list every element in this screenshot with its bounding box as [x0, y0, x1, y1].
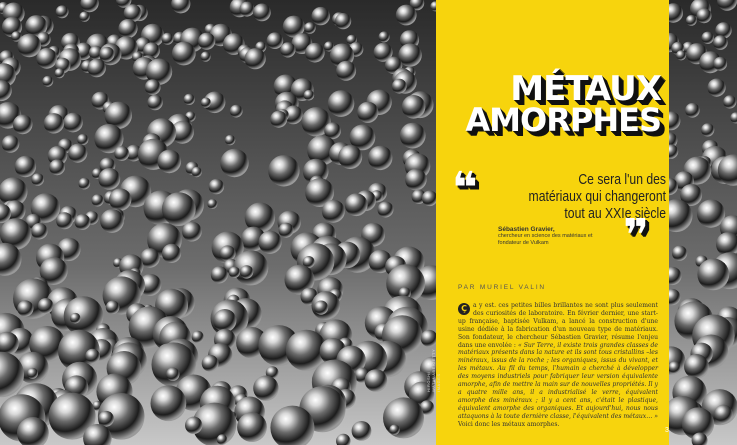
metal-sphere [201, 98, 211, 108]
metal-sphere [162, 33, 174, 45]
metal-sphere [229, 267, 240, 278]
body-paragraph-3: Voici donc les métaux amorphes. [458, 420, 560, 428]
metal-sphere [685, 103, 700, 118]
metal-sphere [98, 168, 120, 190]
metal-sphere [713, 35, 728, 50]
metal-sphere [253, 4, 271, 22]
quote-author [498, 226, 598, 247]
metal-sphere [38, 298, 54, 314]
metal-sphere [357, 102, 378, 123]
metal-sphere [31, 223, 47, 239]
metal-sphere [279, 223, 294, 238]
metal-sphere [338, 145, 362, 169]
metal-sphere [147, 95, 162, 110]
metal-sphere [708, 79, 726, 97]
metal-sphere [15, 156, 36, 177]
metal-sphere [162, 192, 196, 226]
title-line-2: AMORPHES [465, 101, 661, 139]
metal-sphere [182, 222, 202, 242]
metal-sphere [2, 135, 20, 153]
metal-sphere [56, 212, 73, 229]
metal-sphere [240, 265, 253, 278]
metal-sphere [701, 123, 714, 136]
metal-sphere [88, 59, 106, 77]
metal-sphere [162, 244, 181, 263]
metal-sphere [172, 42, 196, 66]
metal-sphere [304, 22, 316, 34]
metal-sphere [100, 47, 115, 62]
metal-sphere [98, 411, 114, 427]
metal-sphere [118, 19, 137, 38]
metal-sphere [44, 113, 64, 133]
metal-sphere [723, 95, 736, 108]
metal-sphere [209, 179, 224, 194]
metal-sphere [676, 50, 686, 60]
metal-sphere [211, 266, 228, 283]
metal-sphere [114, 146, 129, 161]
metal-sphere [336, 61, 356, 81]
metal-sphere [253, 376, 278, 401]
metal-sphere [304, 90, 315, 101]
metal-sphere [686, 15, 697, 26]
metal-sphere [365, 369, 388, 392]
metal-sphere [280, 42, 295, 57]
metal-sphere [220, 149, 248, 177]
metal-sphere [31, 173, 44, 186]
metal-sphere [328, 90, 355, 117]
metal-sphere [192, 167, 202, 177]
metal-sphere [684, 354, 709, 379]
metal-sphere [77, 134, 88, 145]
body-paragraph-2: « Sur Terre, il existe trois grandes classes de matériaux présents dans la nature et ils sont tous cristallins –les minéraux, issus de la roche ; les organiques, issus du vivant, et les métaux. Au fil du temps, l'humain a cherché à développer des moyens industriels pour fabriquer leur version équivalente amorphe, afin de mettre la main sur de nouvelles propriétés. Il y a quatre mille ans, il a industrialisé le verre, équivalent amorphe des minéraux ; il y a cent ans, c'était le plastique, équivalent amorphe des organiques. Et aujourd'hui, nous nous attaquons à la toute dernière classe, l'équivalent des métaux… » [458, 341, 659, 420]
metal-sphere [92, 194, 104, 206]
author-name: Sébastien Gravier, [498, 226, 555, 233]
metal-sphere [392, 79, 407, 94]
metal-sphere [405, 169, 427, 191]
byline: PAR MURIEL VALIN [458, 284, 546, 291]
metal-sphere [151, 385, 187, 421]
metal-sphere [213, 309, 236, 332]
metal-sphere [345, 193, 368, 216]
metal-sphere [207, 199, 217, 209]
metal-sphere [36, 48, 57, 69]
metal-sphere [396, 5, 417, 26]
metal-sphere [166, 368, 179, 381]
metal-sphere [314, 301, 328, 315]
metal-sphere [697, 8, 712, 23]
metal-sphere [202, 355, 219, 372]
metal-sphere [697, 259, 729, 291]
yellow-text-panel [436, 0, 669, 445]
quote-close-icon: ❞ [623, 210, 649, 261]
metal-sphere [402, 95, 426, 119]
metal-sphere [198, 33, 215, 50]
metal-sphere [714, 405, 733, 424]
metal-sphere [42, 76, 53, 87]
metal-sphere [268, 155, 299, 186]
metal-sphere [192, 331, 204, 343]
metal-sphere [379, 31, 390, 42]
metal-sphere [368, 146, 392, 170]
metal-sphere [259, 231, 282, 254]
metal-sphere [713, 57, 727, 71]
metal-sphere [79, 178, 91, 190]
lead-quote: Ce sera l'un des matériaux qui changeront tout au XXIe siècle [528, 172, 666, 222]
title-line-1: MÉTAUX [510, 69, 661, 109]
metal-sphere [106, 301, 120, 315]
metal-sphere [17, 300, 33, 316]
metal-sphere [389, 425, 399, 435]
metal-sphere [201, 52, 211, 62]
metal-sphere [185, 417, 202, 434]
photo-credit: HIROSHI WATANABE/GETTY IMAGES [426, 348, 441, 392]
metal-sphere [270, 111, 287, 128]
author-role: chercheur en science des matériaux et fondateur de Vulkam [498, 233, 593, 246]
metal-sphere [322, 200, 345, 223]
metal-sphere [217, 434, 228, 445]
metal-sphere [230, 105, 243, 118]
metal-sphere [335, 13, 351, 29]
metal-sphere [220, 245, 236, 261]
metal-sphere [400, 123, 426, 149]
metal-sphere [383, 397, 424, 438]
metal-sphere [68, 144, 87, 163]
metal-sphere [184, 94, 195, 105]
metal-sphere [702, 32, 714, 44]
metal-sphere [13, 115, 33, 135]
metal-sphere [85, 349, 100, 364]
metal-sphere [145, 79, 161, 95]
metal-sphere [237, 412, 267, 442]
metal-sphere [312, 7, 330, 25]
metal-sphere [158, 150, 182, 174]
article-body [458, 302, 658, 429]
page-number: 3 [665, 427, 669, 434]
metal-sphere [245, 48, 266, 69]
metal-sphere [63, 113, 83, 133]
quote-open-icon: ❝ [452, 163, 478, 214]
metal-sphere [49, 159, 65, 175]
metal-sphere [56, 5, 69, 18]
metal-sphere [225, 135, 235, 145]
metal-sphere [668, 361, 680, 373]
metal-sphere [100, 209, 124, 233]
metal-sphere [378, 202, 394, 218]
dropcap: Ç [458, 303, 470, 315]
metal-sphere [267, 32, 284, 49]
body-paragraph-1: a y est. ces petites billes brillantes ne sont plus seulement des curiosités de laboratoire. En février dernier, une start-up française, baptisée Vulkam, a lancé la construction d'une usine dédiée à la fabrication d'un nouveau type de matériaux. Son fondateur, le chercheur Sébastien Gravier, résume l'enjeu dans une envolée : [458, 302, 658, 349]
metal-sphere [672, 246, 687, 261]
metal-sphere [70, 313, 81, 324]
metal-sphere [352, 421, 372, 441]
metal-sphere [240, 2, 255, 17]
metal-sphere [109, 188, 131, 210]
metal-sphere [305, 43, 325, 63]
metal-sphere [75, 214, 91, 230]
metal-sphere [27, 368, 38, 379]
metal-sphere [79, 12, 89, 22]
metal-sphere [55, 68, 65, 78]
